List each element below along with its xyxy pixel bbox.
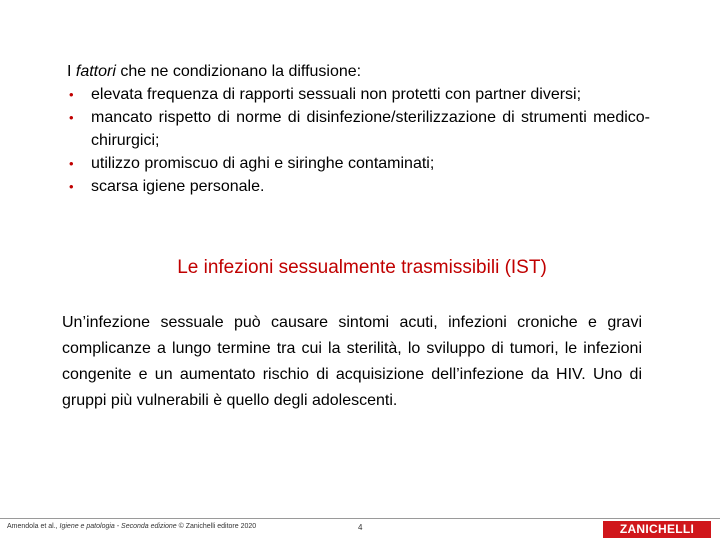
list-item [67, 106, 650, 152]
list-item [67, 175, 650, 198]
body-paragraph: Un’infezione sessuale può causare sintomi acuti, infezioni croniche e gravi complicanze a lungo termine tra cui la sterilità, lo sviluppo di tumori, le infezioni congenite e un aumentato rischio di acquisizione dell’infezione da HIV. Uno di gruppi più vulnerabili è quello degli adolescenti. [62, 314, 642, 409]
factors-list [67, 83, 667, 198]
list-item-text: elevata frequenza di rapporti sessuali non protetti con partner diversi; [91, 86, 582, 103]
bullet-icon: • [69, 179, 74, 194]
citation-title: Igiene e patologia - Seconda edizione [59, 523, 177, 530]
citation-publisher: © Zanichelli editore 2020 [176, 523, 257, 530]
citation-authors: Amendola et al., [7, 523, 60, 530]
intro-emphasis: fattori [75, 63, 116, 80]
zanichelli-logo: ZANICHELLI [603, 521, 711, 538]
factors-section [67, 60, 667, 198]
page-number: 4 [358, 523, 363, 532]
list-item-text: scarsa igiene personale. [91, 178, 265, 195]
intro-prefix: I [67, 63, 76, 80]
footer-citation [7, 523, 327, 530]
bullet-icon: • [69, 156, 74, 171]
footer-divider [0, 518, 720, 519]
list-item [67, 83, 650, 106]
list-item [67, 152, 650, 175]
list-item-text: mancato rispetto di norme di disinfezione/sterilizzazione di strumenti medico-chirurgici; [91, 109, 650, 149]
bullet-icon: • [69, 110, 74, 125]
factors-intro [67, 60, 667, 83]
intro-suffix: che ne condizionano la diffusione: [115, 63, 362, 80]
list-item-text: utilizzo promiscuo di aghi e siringhe contaminati; [91, 155, 435, 172]
section-heading: Le infezioni sessualmente trasmissibili (IST) [177, 257, 547, 278]
bullet-icon: • [69, 87, 74, 102]
